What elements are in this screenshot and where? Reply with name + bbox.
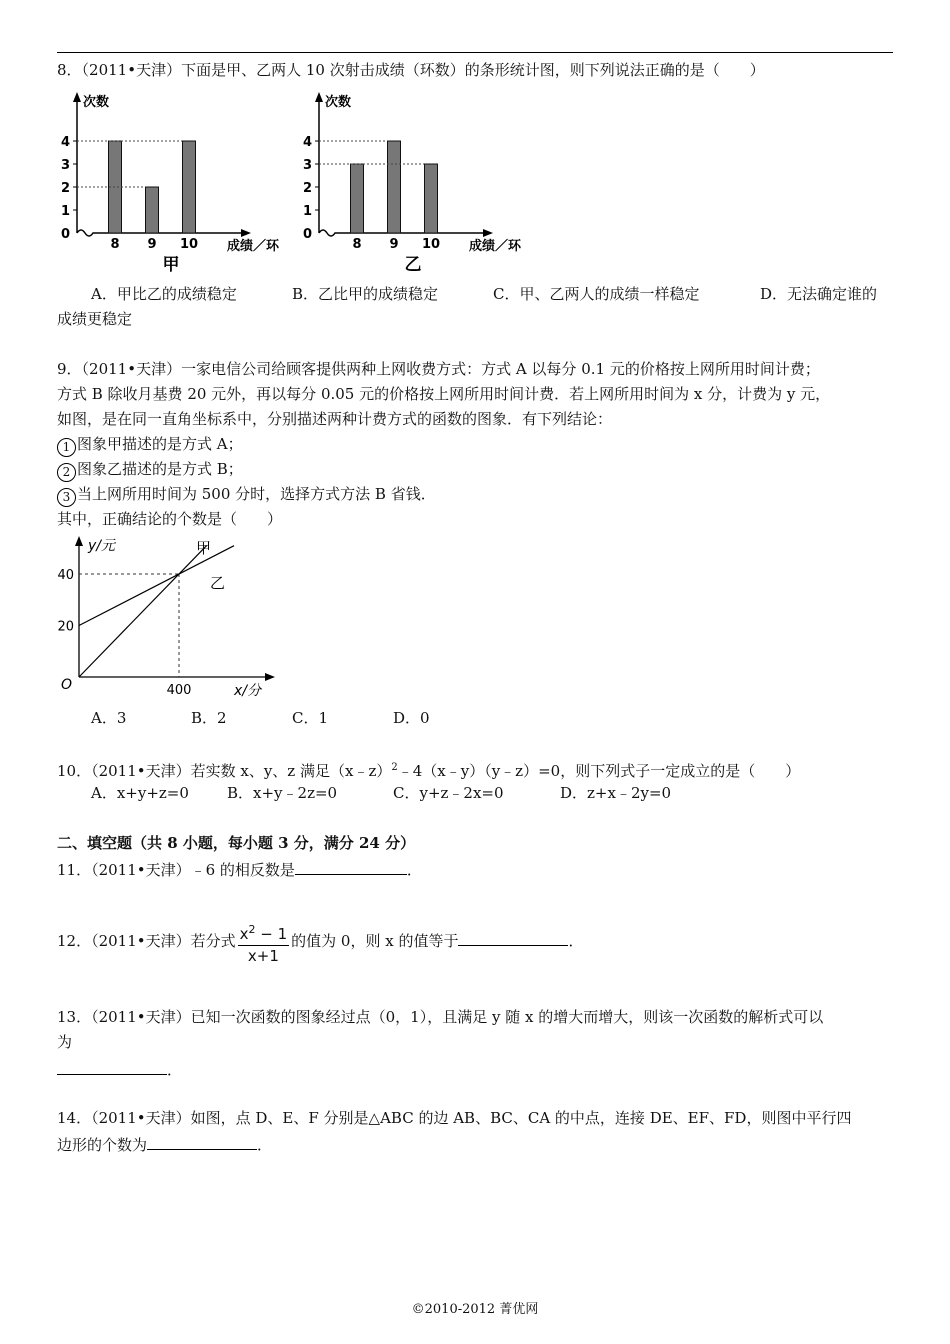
q9-option-a[interactable]: A．3: [91, 709, 127, 727]
q9-conclusion-3-text: 当上网所用时间为 500 分时，选择方式方法 B 省钱．: [77, 485, 436, 503]
q12-fraction: [238, 919, 290, 966]
q14-line1: 14．（2011•天津）如图，点 D、E、F 分别是△ABC 的边 AB、BC、CA 的中点，连接 DE、EF、FD，则图中平行四: [57, 1109, 852, 1127]
x-axis-label: 成绩／环: [227, 239, 280, 254]
bar: [183, 141, 196, 233]
y-tick-label: 4: [303, 135, 313, 150]
q8-stem: 8．（2011•天津）下面是甲、乙两人 10 次射击成绩（环数）的条形统计图，则下列说法正确的是（ ）: [57, 61, 765, 79]
section-heading: 二、填空题（共 8 小题，每小题 3 分，满分 24 分）: [57, 834, 416, 852]
x-axis-arrow: [483, 229, 493, 237]
q12-post: 的值为 0，则 x 的值等于: [291, 932, 459, 950]
x-axis-arrow: [241, 229, 251, 237]
q13-line1: 13．（2011•天津）已知一次函数的图象经过点（0，1），且满足 y 随 x 的增大而增大，则该一次函数的解析式可以: [57, 1008, 824, 1026]
y-axis-arrow: [75, 536, 83, 546]
q11-answer-blank[interactable]: [295, 858, 407, 875]
y-tick-label: 1: [61, 204, 71, 219]
q10-text-a: 10．（2011•天津）若实数 x、y、z 满足（x﹣z）: [57, 762, 392, 780]
q11-text: 11．（2011•天津）﹣6 的相反数是: [57, 861, 295, 879]
q11: [57, 858, 422, 880]
bar: [388, 141, 401, 233]
y-axis-arrow: [315, 92, 323, 102]
q10-option-b[interactable]: B．x+y﹣2z=0: [227, 784, 338, 802]
q12: [57, 918, 583, 966]
bar: [425, 164, 438, 233]
x-axis-label: x/分: [234, 683, 262, 699]
x-tick-label: 8: [352, 237, 362, 252]
y-tick-label: 1: [303, 204, 313, 219]
y-tick-label: 2: [61, 181, 71, 196]
circled-number-1: 1: [57, 438, 76, 457]
x-tick-label: 10: [421, 237, 441, 252]
q13-answer-blank[interactable]: [57, 1058, 167, 1075]
y-axis-arrow: [73, 92, 81, 102]
y-tick-label: 4: [61, 135, 71, 150]
q9-stem-line2: 方式 B 除收月基费 20 元外，再以每分 0.05 元的价格按上网所用时间计费．若上网所用时间为 x 分，计费为 y 元，: [57, 385, 831, 403]
y-tick-label: 40: [57, 568, 74, 583]
x-tick-label: 8: [110, 237, 120, 252]
q11-end: ．: [406, 861, 422, 879]
numerator-rest: − 1: [255, 924, 288, 943]
series-label: 甲: [196, 539, 212, 557]
q9-stem-line1: 9．（2011•天津）一家电信公司给顾客提供两种上网收费方式：方式 A 以每分 0.1 元的价格按上网所用时间计费；: [57, 360, 820, 378]
y-axis-label: 次数: [325, 95, 352, 110]
y-tick-label: 20: [57, 619, 74, 635]
q10-option-c[interactable]: C．y+z﹣2x=0: [393, 784, 504, 802]
q13-line2: 为: [57, 1033, 73, 1051]
q9-conclusion-2: [57, 459, 243, 482]
q8-option-a[interactable]: A．甲比乙的成绩稳定: [91, 285, 237, 303]
y-tick-label: 3: [61, 158, 71, 173]
q9-conclusion-1: [57, 434, 243, 457]
chart-title: 甲: [162, 255, 180, 275]
series-line: [79, 546, 207, 677]
q12-pre: 12．（2011•天津）若分式: [57, 932, 236, 950]
q14-line2-text: 边形的个数为: [57, 1136, 148, 1154]
line-chart-billing: [52, 532, 287, 704]
x-axis-label: 成绩／环: [469, 239, 522, 254]
q8-option-b[interactable]: B．乙比甲的成绩稳定: [292, 285, 439, 303]
q10-option-a[interactable]: A．x+y+z=0: [91, 784, 189, 802]
q10-option-d[interactable]: D．z+x﹣2y=0: [560, 784, 672, 802]
top-rule: [57, 52, 893, 53]
q9-option-d[interactable]: D．0: [393, 709, 430, 727]
numerator-exponent: 2: [248, 922, 256, 936]
x-tick-label: 10: [179, 237, 199, 252]
y-tick-label: 0: [61, 227, 71, 242]
q13-answer: [57, 1058, 182, 1080]
q8-option-d[interactable]: D．无法确定谁的: [760, 285, 878, 303]
q9-conclusion-2-text: 图象乙描述的是方式 B；: [77, 460, 243, 478]
footer-copyright: ©2010-2012 菁优网: [411, 1302, 539, 1317]
circled-number-2: 2: [57, 463, 76, 482]
numerator-base: x: [239, 924, 249, 943]
q14-answer-blank[interactable]: [147, 1133, 257, 1150]
y-tick-label: 2: [303, 181, 313, 196]
q9-tail: 其中，正确结论的个数是（ ）: [57, 510, 283, 528]
q10-exponent: 2: [391, 762, 398, 773]
bar-chart-jia: [55, 88, 295, 278]
bar-chart-yi: [297, 88, 537, 278]
q14-line2: [57, 1133, 272, 1155]
q12-answer-blank[interactable]: [458, 929, 568, 946]
q8-option-c[interactable]: C．甲、乙两人的成绩一样稳定: [493, 285, 700, 303]
q12-end: ．: [568, 932, 584, 950]
y-axis-label: 次数: [83, 95, 110, 110]
q14-end: ．: [257, 1136, 273, 1154]
bar: [351, 164, 364, 233]
circled-number-3: 3: [57, 488, 76, 507]
x-tick-label: 9: [389, 237, 399, 252]
chart-title: 乙: [404, 255, 422, 275]
fraction-numerator: [238, 919, 290, 946]
bar: [146, 187, 159, 233]
x-tick-label: 400: [166, 683, 192, 698]
y-tick-label: 3: [303, 158, 313, 173]
q9-stem-line3: 如图，是在同一直角坐标系中，分别描述两种计费方式的函数的图象．有下列结论：: [57, 410, 613, 428]
q9-option-c[interactable]: C．1: [292, 709, 329, 727]
fraction-denominator: x+1: [247, 946, 279, 965]
origin-label: O: [61, 677, 73, 693]
x-axis-arrow: [265, 673, 275, 681]
q8-option-d-cont: 成绩更稳定: [57, 310, 133, 328]
x-tick-label: 9: [147, 237, 157, 252]
q9-conclusion-3: [57, 484, 436, 507]
q9-option-b[interactable]: B．2: [191, 709, 227, 727]
y-axis-label: y/元: [88, 538, 116, 554]
y-tick-label: 0: [303, 227, 313, 242]
q10-stem: [57, 758, 800, 781]
q13-end: ．: [167, 1061, 183, 1079]
series-label: 乙: [210, 574, 226, 592]
q10-text-b: ﹣4（x﹣y）（y﹣z）=0，则下列式子一定成立的是（ ）: [397, 762, 801, 780]
q9-conclusion-1-text: 图象甲描述的是方式 A；: [77, 435, 243, 453]
